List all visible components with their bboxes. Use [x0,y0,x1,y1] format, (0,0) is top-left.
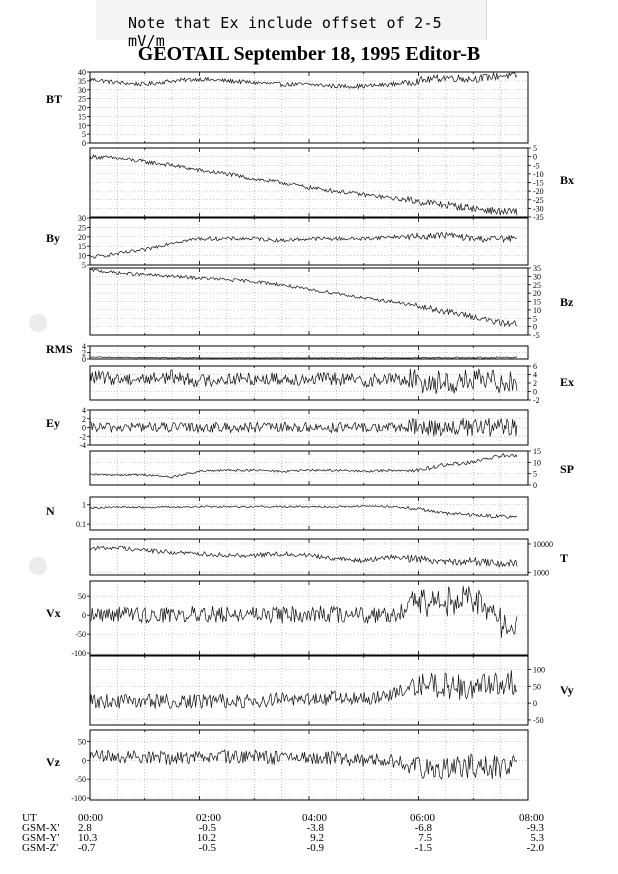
series-line [90,369,517,394]
y-tick-label: -50 [75,775,86,785]
series-line [90,269,517,326]
series-line [90,750,517,779]
figure-title: GEOTAIL September 18, 1995 Editor-B [137,43,481,65]
series-line [90,505,517,518]
y-tick-label: 0 [82,139,86,148]
gsm-z-value: -1.5 [414,842,432,854]
panel-label: N [46,504,55,518]
y-tick-label: -35 [533,213,544,222]
y-tick-label: -5 [533,161,540,171]
time-col-0600 [410,812,436,854]
series-line [90,357,517,358]
y-tick-label: -25 [533,195,544,205]
panel-frame [90,730,528,800]
y-tick-label: 2 [82,348,86,358]
y-tick-label: 25 [78,94,86,104]
y-tick-label: 1000 [533,568,549,578]
y-tick-label: 0 [82,423,86,433]
y-tick-label: 20 [78,103,86,113]
y-tick-label: -30 [533,204,544,214]
y-tick-label: 6 [533,362,537,371]
y-tick-label: 10000 [533,539,553,549]
gsm-y-value: 5.3 [530,832,544,844]
gsm-z-value: -0.9 [306,842,324,854]
y-tick-label: 10 [78,121,86,131]
series-line [90,454,517,478]
y-tick-label: 5 [533,144,537,153]
gsm-x-value: -0.5 [198,822,216,834]
ut-value: 00:00 [78,812,104,824]
y-tick-label: 10 [78,251,86,261]
y-tick-label: 1 [82,500,86,510]
y-tick-label: 25 [78,223,86,233]
y-tick-label: 5 [82,130,86,140]
panel-label: Ey [46,416,61,430]
y-tick-label: 30 [78,214,86,223]
y-tick-label: 0 [533,387,537,397]
y-tick-label: 15 [533,297,541,307]
gsm-x-value: -9.3 [526,822,544,834]
y-tick-label: 50 [533,682,541,692]
y-tick-label: 0 [82,355,86,364]
time-col-0000 [78,813,103,853]
panel-label: Bx [560,173,575,187]
series-line [90,586,517,638]
gsm-z-value: -0.5 [198,842,216,854]
y-tick-label: 15 [78,242,86,252]
y-tick-label: 30 [78,85,86,95]
y-tick-label: 4 [533,370,537,380]
panel-label: BT [46,92,63,106]
y-tick-label: 50 [78,592,86,602]
panel-frame [90,497,528,530]
y-tick-label: 40 [78,68,86,77]
row-label-ut: UT [22,812,37,824]
y-tick-label: -2 [533,396,540,405]
y-tick-label: 20 [533,289,541,299]
y-tick-label: -100 [71,649,86,659]
gsm-x-value: -3.8 [306,822,324,834]
time-row-labels [22,813,59,853]
y-tick-label: -50 [75,630,86,640]
note-text: Note that Ex include offset of 2-5 mV/m [128,14,442,50]
y-tick-label: 100 [533,665,545,675]
y-tick-label: 35 [533,264,541,273]
y-tick-label: -20 [533,187,544,197]
y-tick-label: 0.1 [76,520,86,530]
panel-label: T [560,551,569,565]
series-line [90,155,517,215]
ut-value: 02:00 [196,812,222,824]
ut-value: 08:00 [518,812,544,824]
time-col-0800 [518,813,544,853]
y-tick-label: 5 [533,314,537,324]
y-tick-label: 0 [533,152,537,162]
gsm-x-value: -6.8 [414,822,432,834]
y-tick-label: 50 [78,737,86,747]
y-tick-label: 0 [82,756,86,766]
row-label-gsm-z: GSM-Z' [22,842,59,854]
panel-label: Vx [46,606,61,620]
y-tick-label: 0 [533,699,537,709]
y-tick-label: 10 [533,305,541,315]
y-tick-label: 0 [533,481,537,490]
ut-value: 04:00 [302,812,328,824]
panel-label: Vy [560,683,574,697]
series-line [90,418,517,436]
y-tick-label: 5 [533,469,537,479]
y-tick-label: 20 [78,232,86,242]
time-col-0400 [302,812,328,854]
series-line [90,232,517,258]
y-tick-label: 4 [82,342,86,351]
y-tick-label: -5 [533,331,540,340]
y-tick-label: 4 [82,406,86,415]
gsm-y-value: 10.2 [196,832,216,844]
y-tick-label: -100 [71,794,86,804]
y-tick-label: -15 [533,178,544,188]
y-tick-label: 5 [82,261,86,270]
y-tick-label: 0 [82,611,86,621]
y-tick-label: 15 [78,112,86,122]
panel-label: Vz [46,755,60,769]
panel-label: Ex [560,375,575,389]
gsm-x-value: 2.8 [78,822,92,834]
y-tick-label: 0 [533,322,537,332]
y-tick-label: 10 [533,458,541,468]
y-tick-label: 35 [78,76,86,86]
panel-label: By [46,231,61,245]
panel-label: SP [560,462,575,476]
y-tick-label: 15 [533,447,541,456]
gsm-y-value: 9.2 [310,832,324,844]
ut-value: 06:00 [410,812,436,824]
panel-label: RMS [46,342,73,356]
series-line [90,546,517,567]
y-tick-label: 25 [533,280,541,290]
panel-label: Bz [560,295,574,309]
time-col-0200 [196,812,222,854]
y-tick-label: 2 [82,414,86,424]
gsm-y-value: 10.3 [78,832,98,844]
gsm-z-value: -2.0 [526,842,544,854]
y-tick-label: -10 [533,169,544,179]
row-label-gsm-x: GSM-X' [22,822,60,834]
panel-frame [90,451,528,485]
gsm-y-value: 7.5 [418,832,432,844]
gsm-z-value: -0.7 [78,842,96,854]
y-tick-label: 30 [533,272,541,282]
y-tick-label: -4 [79,441,86,450]
y-tick-label: 2 [533,379,537,388]
y-tick-label: -2 [79,432,86,442]
y-tick-label: -50 [533,715,544,725]
row-label-gsm-y: GSM-Y' [22,832,60,844]
